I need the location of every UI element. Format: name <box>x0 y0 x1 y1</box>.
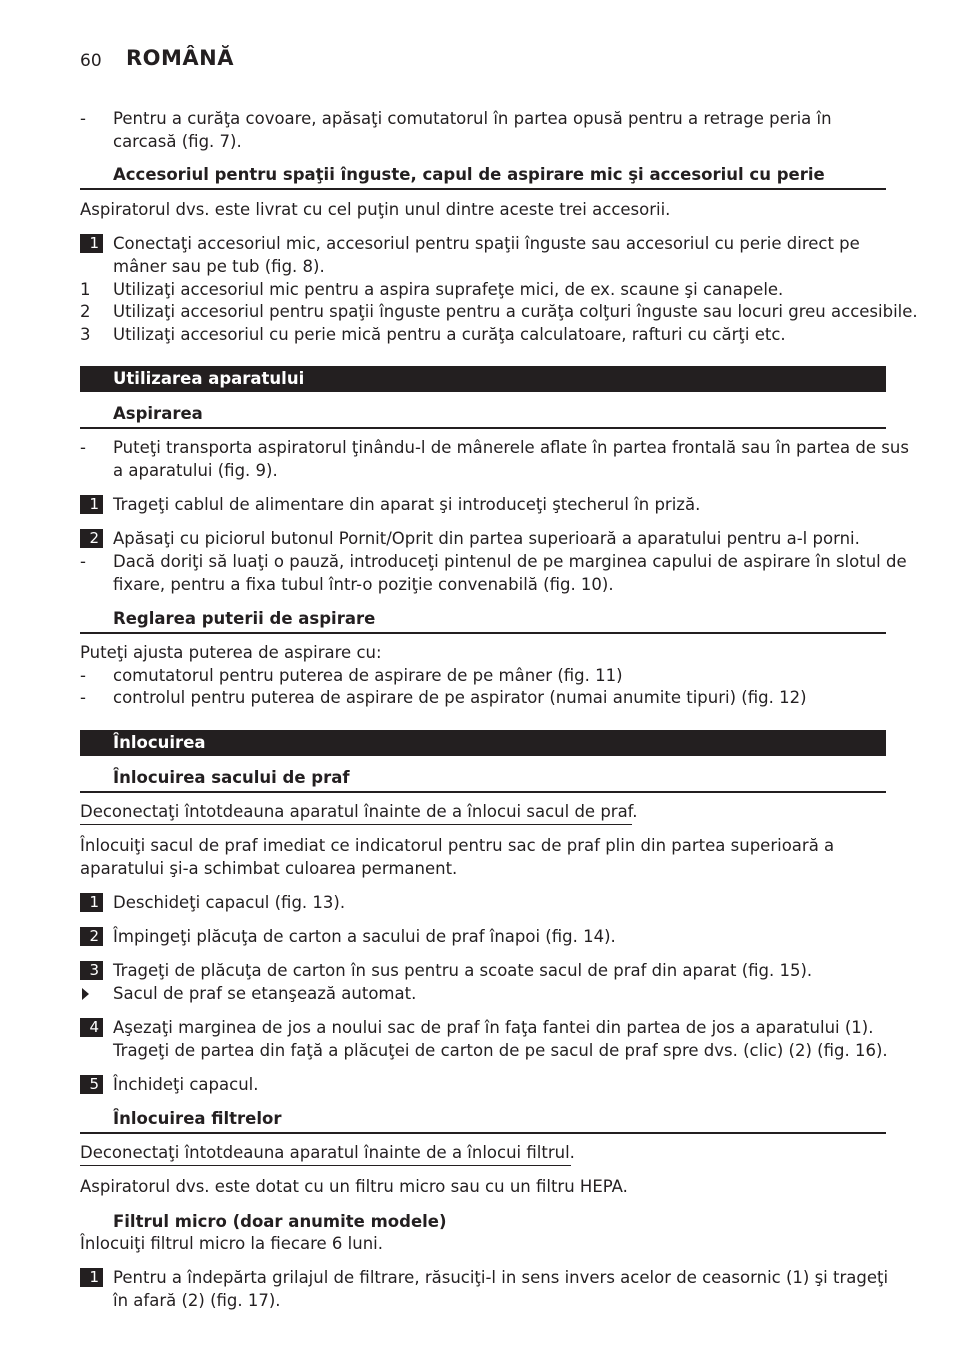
list-text: Utilizaţi accesoriul pentru spaţii înguste pentru a curăţa colţuri înguste sau locuri greu accesibile. <box>113 302 918 321</box>
accessories-para: Aspiratorul dvs. este livrat cu cel puţin unul dintre aceste trei accesorii. <box>80 200 671 219</box>
list-number: 2 <box>80 302 91 321</box>
dash-marker: - <box>80 438 86 457</box>
page-number: 60 <box>80 51 102 71</box>
intro-line-2: carcasă (fig. 7). <box>113 132 242 151</box>
step-number-badge: 1 <box>80 234 103 253</box>
step-text: Apăsaţi cu piciorul butonul Pornit/Oprit din partea superioară a aparatului pentru a-l porni. <box>113 529 860 548</box>
power-intro: Puteţi ajusta puterea de aspirare cu: <box>80 643 382 662</box>
step-number-badge: 3 <box>80 961 103 980</box>
step-number-badge: 2 <box>80 927 103 946</box>
dash-marker: - <box>80 666 86 685</box>
step-number-badge: 4 <box>80 1018 103 1037</box>
heading-rule <box>80 791 886 793</box>
list-number: 1 <box>80 280 91 299</box>
heading-rule <box>80 188 886 190</box>
subheading-filters: Înlocuirea filtrelor <box>113 1109 282 1128</box>
list-text: Utilizaţi accesoriul cu perie mică pentru a curăţa calculatoare, rafturi cu cărţi etc. <box>113 325 786 344</box>
heading-rule <box>80 427 886 429</box>
step-number-badge: 2 <box>80 529 103 548</box>
step-text: Trageţi de plăcuţa de carton în sus pentru a scoate sacul de praf din aparat (fig. 15). <box>113 961 813 980</box>
subheading-dust-bag: Înlocuirea sacului de praf <box>113 768 350 787</box>
pause-line-1: Dacă doriţi să luaţi o pauză, introduceţi pintenul de pe marginea capului de aspirare în slotul de <box>113 552 907 571</box>
subheading-suction-power: Reglarea puterii de aspirare <box>113 609 376 628</box>
bag-warning: Deconectaţi întotdeauna aparatul înainte de a înlocui sacul de praf. <box>80 802 638 821</box>
carry-line-2: a aparatului (fig. 9). <box>113 461 278 480</box>
step-text-cont: Trageţi de partea din faţă a plăcuţei de carton de pe sacul de praf spre dvs. (clic) (2) (fig. 16). <box>113 1041 888 1060</box>
step-number-badge: 1 <box>80 1268 103 1287</box>
list-number: 3 <box>80 325 91 344</box>
bag-para-line-2: aparatului şi-a schimbat culoarea permanent. <box>80 859 458 878</box>
pause-line-2: fixare, pentru a fixa tubul într-o poziţie convenabilă (fig. 10). <box>113 575 614 594</box>
step-text: Pentru a îndepărta grilajul de filtrare, răsuciţi-l in sens invers acelor de ceasornic (1) şi trageţi <box>113 1268 889 1287</box>
step-text-cont: în afară (2) (fig. 17). <box>113 1291 281 1310</box>
step-text: Aşezaţi marginea de jos a noului sac de praf în faţa fantei din partea de jos a aparatului (1). <box>113 1018 874 1037</box>
micro-para: Înlocuiţi filtrul micro la fiecare 6 luni. <box>80 1234 383 1253</box>
step-text: Deschideţi capacul (fig. 13). <box>113 893 346 912</box>
step-number-badge: 5 <box>80 1075 103 1094</box>
step-text: Închideţi capacul. <box>113 1075 259 1094</box>
warning-underline <box>80 1165 571 1166</box>
power-item-text: controlul pentru puterea de aspirare de pe aspirator (numai anumite tipuri) (fig. 12) <box>113 688 807 707</box>
dash-marker: - <box>80 109 86 128</box>
power-item-text: comutatorul pentru puterea de aspirare de pe mâner (fig. 11) <box>113 666 623 685</box>
intro-line-1: Pentru a curăţa covoare, apăsaţi comutatorul în partea opusă pentru a retrage peria în <box>113 109 832 128</box>
warning-underline <box>80 824 632 825</box>
result-arrow-icon <box>82 988 89 1000</box>
bag-para-line-1: Înlocuiţi sacul de praf imediat ce indicatorul pentru sac de praf plin din partea superioară a <box>80 836 835 855</box>
step-text: Împingeţi plăcuţa de carton a sacului de praf înapoi (fig. 14). <box>113 927 616 946</box>
section-bar-title: Utilizarea aparatului <box>113 369 305 388</box>
step-text: Trageţi cablul de alimentare din aparat şi introduceţi ştecherul în priză. <box>113 495 701 514</box>
heading-rule <box>80 1132 886 1134</box>
dash-marker: - <box>80 552 86 571</box>
filter-warning: Deconectaţi întotdeauna aparatul înainte de a înlocui filtrul. <box>80 1143 575 1162</box>
heading-rule <box>80 632 886 634</box>
subheading-vacuuming: Aspirarea <box>113 404 203 423</box>
step-text: Conectaţi accesoriul mic, accesoriul pentru spaţii înguste sau accesoriul cu perie direct pe <box>113 234 860 253</box>
language-title: ROMÂNĂ <box>126 46 234 70</box>
list-text: Utilizaţi accesoriul mic pentru a aspira suprafeţe mici, de ex. scaune şi canapele. <box>113 280 784 299</box>
accessories-heading: Accesoriul pentru spaţii înguste, capul de aspirare mic şi accesoriul cu perie <box>113 165 825 184</box>
section-bar-title: Înlocuirea <box>113 733 206 752</box>
step-number-badge: 1 <box>80 893 103 912</box>
carry-line-1: Puteţi transporta aspiratorul ţinându-l de mânerele aflate în partea frontală sau în partea de sus <box>113 438 909 457</box>
section-bar-replacement <box>80 730 886 756</box>
step-text-cont: mâner sau pe tub (fig. 8). <box>113 257 325 276</box>
section-bar-usage <box>80 366 886 392</box>
result-text: Sacul de praf se etanşează automat. <box>113 984 417 1003</box>
filter-para: Aspiratorul dvs. este dotat cu un filtru micro sau cu un filtru HEPA. <box>80 1177 628 1196</box>
step-number-badge: 1 <box>80 495 103 514</box>
dash-marker: - <box>80 688 86 707</box>
subheading-micro-filter: Filtrul micro (doar anumite modele) <box>113 1212 447 1231</box>
